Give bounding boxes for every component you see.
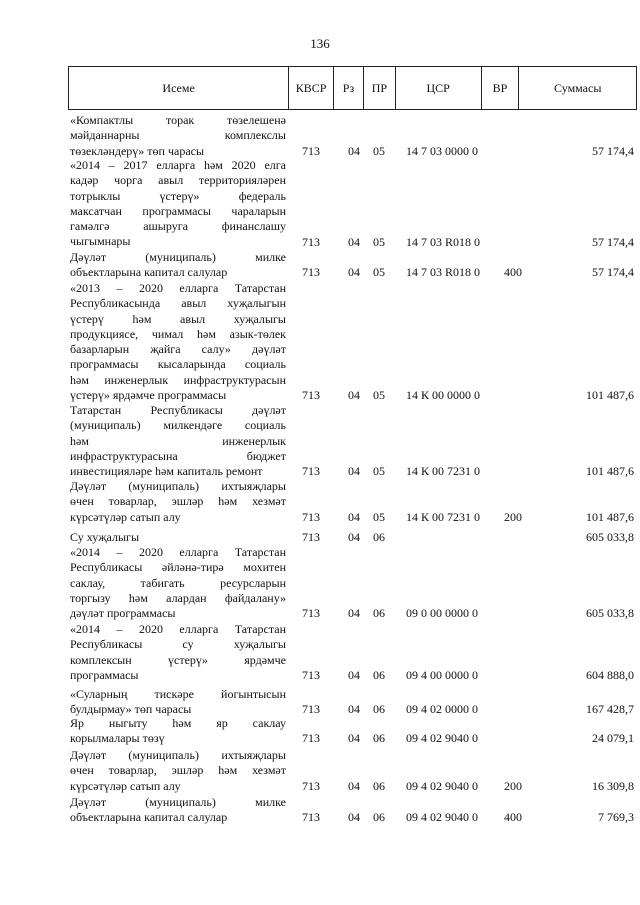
row-sum: 57 174,4 [592,265,634,280]
row-csr: 14 К 00 0000 0 [406,388,481,403]
row-name-line: «2014 – 2020 елларга Татарстан [70,545,286,559]
row-sum: 101 487,6 [586,464,634,479]
row-sum: 604 888,0 [586,667,634,682]
row-pr: 06 [373,667,385,682]
row-name-line: Дәүләт (муниципаль) ихтыяҗлары [70,748,286,762]
row-name-line: инвестицияләре һәм капиталь ремонт [70,464,263,479]
row-pr: 06 [373,810,385,825]
row-kvsr: 713 [302,143,320,158]
row-sum: 7 769,3 [598,810,634,825]
row-csr: 14 К 00 7231 0 [406,509,481,524]
row-name [70,250,286,281]
row-kvsr: 713 [302,388,320,403]
row-name [70,687,286,718]
row-kvsr: 713 [302,530,320,544]
row-name-line: төзекләндерү» төп чарасы [70,143,205,158]
row-name-line: корылмалары төзү [70,731,165,746]
row-name-line: кадәр чорга авыл территорияләрен [70,173,286,188]
row-pr: 06 [373,778,385,793]
header-pr: ПР [364,67,396,109]
row-name-line: Республикасында авыл хуҗалыгын [70,296,286,311]
row-name-line: тотрыклы үстерү» федераль [70,188,286,203]
row-name-line: булдырмау» төп чарасы [70,702,192,717]
row-name-line: Республикасы әйләнә-тирә мохитен [70,560,286,575]
page-number: 136 [310,36,330,51]
row-name [70,530,286,545]
row-sum: 101 487,6 [586,388,634,403]
row-pr: 05 [373,464,385,479]
row-name-line: максатчан программасы чараларын [70,203,286,218]
row-csr: 09 4 00 0000 0 [406,667,478,682]
row-kvsr: 713 [302,667,320,682]
row-rz: 04 [348,265,360,280]
row-name-line: базарларын җайга салу» дәүләт [70,342,286,357]
row-rz: 04 [348,606,360,621]
row-name-line: Су хуҗалыгы [70,530,140,544]
row-csr: 09 4 02 9040 0 [406,778,478,793]
row-name-line: һәм инженерлык инфраструктурасын [70,372,286,387]
row-vr: 200 [504,778,522,793]
row-name-line: программасы [70,667,139,682]
row-pr: 06 [373,530,385,544]
row-name [70,403,286,479]
row-kvsr: 713 [302,702,320,717]
row-kvsr: 713 [302,265,320,280]
row-sum: 16 309,8 [592,778,634,793]
row-csr: 09 4 02 0000 0 [406,702,478,717]
row-csr: 14 7 03 0000 0 [406,143,478,158]
row-pr: 05 [373,234,385,249]
header-sum: Суммасы [554,80,602,95]
row-rz: 04 [348,702,360,717]
row-name-line: «2014 – 2017 елларга һәм 2020 елга [70,158,286,172]
row-name-line: күрсәтүләр сатып алу [70,778,181,793]
row-sum: 605 033,8 [586,530,634,544]
row-name-line: «Суларның тискәре йогынтысын [70,687,286,701]
row-csr: 14 К 00 7231 0 [406,464,481,479]
row-name-line: инфраструктурасына бюджет [70,448,286,463]
row-pr: 06 [373,606,385,621]
row-name [70,716,286,747]
row-kvsr: 713 [302,778,320,793]
row-kvsr: 713 [302,606,320,621]
header-rz: Рз [334,67,364,109]
row-pr: 05 [373,509,385,524]
row-sum: 605 033,8 [586,606,634,621]
row-name-line: комплексын үстерү» ярдәмче [70,652,286,667]
row-rz: 04 [348,388,360,403]
row-sum: 57 174,4 [592,143,634,158]
row-name-line: объектларына капитал салулар [70,265,228,280]
row-name-line: «2013 – 2020 елларга Татарстан [70,281,286,295]
row-name-line: продукциясе, чимал һәм азык-төлек [70,326,286,341]
header-csr: ЦСР [396,67,482,109]
header-name: Исеме [69,67,289,109]
row-pr: 05 [373,388,385,403]
row-vr: 400 [504,265,522,280]
row-rz: 04 [348,509,360,524]
row-rz: 04 [348,667,360,682]
row-name [70,281,286,403]
row-vr: 200 [504,509,522,524]
row-rz: 04 [348,464,360,479]
row-name-line: мәйданнарны комплекслы [70,128,286,143]
row-rz: 04 [348,778,360,793]
row-name-line: өчен товарлар, эшләр һәм хезмәт [70,494,286,509]
row-csr: 14 7 03 R018 0 [406,265,481,280]
row-kvsr: 713 [302,731,320,746]
row-name-line: объектларына капитал салулар [70,810,228,825]
row-name-line: «2014 – 2020 елларга Татарстан [70,622,286,636]
row-pr: 06 [373,702,385,717]
row-name-line: Дәүләт (муниципаль) милке [70,250,286,264]
row-name-line: Татарстан Республикасы дәүләт [70,403,286,417]
row-name-line: Республикасы су хуҗалыгы [70,637,286,652]
row-name-line: Дәүләт (муниципаль) ихтыяҗлары [70,479,286,493]
row-kvsr: 713 [302,464,320,479]
row-name-line: үстерү һәм авыл хуҗалыгы [70,311,286,326]
row-name [70,479,286,525]
row-vr: 400 [504,810,522,825]
row-name-line: саклау, табигать ресурсларын [70,575,286,590]
row-name-line: гамәлгә ашыруга финанслашу [70,219,286,234]
row-pr: 06 [373,731,385,746]
row-rz: 04 [348,731,360,746]
row-kvsr: 713 [302,810,320,825]
row-name-line: программасы кысаларында социаль [70,357,286,372]
row-name-line: дәүләт программасы [70,606,176,621]
row-csr: 09 4 02 9040 0 [406,731,478,746]
row-pr: 05 [373,143,385,158]
row-name [70,748,286,794]
row-name-line: (муниципаль) милкендәге социаль [70,418,286,433]
row-name-line: Яр ныгыту һәм яр саклау [70,716,286,730]
row-sum: 101 487,6 [586,509,634,524]
row-csr: 09 4 02 9040 0 [406,810,478,825]
row-csr: 14 7 03 R018 0 [406,234,481,249]
row-name-line: чыгымнары [70,234,131,249]
row-sum: 24 079,1 [592,731,634,746]
row-kvsr: 713 [302,509,320,524]
row-rz: 04 [348,810,360,825]
row-name [70,622,286,683]
header-kvsr: КВСР [289,67,334,109]
row-sum: 167 428,7 [586,702,634,717]
row-csr: 09 0 00 0000 0 [406,606,478,621]
row-name-line: күрсәтүләр сатып алу [70,509,181,524]
row-rz: 04 [348,234,360,249]
row-name [70,158,286,250]
row-rz: 04 [348,530,360,544]
header-vr: ВР [482,67,520,109]
row-name-line: үстерү» ярдәмче программасы [70,388,227,403]
row-name-line: «Компактлы торак төзелешенә [70,113,286,127]
row-name [70,795,286,826]
row-sum: 57 174,4 [592,234,634,249]
row-name-line: торгызу һәм алардан файдалану» [70,590,286,605]
row-rz: 04 [348,143,360,158]
row-name-line: өчен товарлар, эшләр һәм хезмәт [70,763,286,778]
row-name-line: һәм инженерлык [70,433,286,448]
row-name [70,113,286,159]
row-pr: 05 [373,265,385,280]
row-name [70,545,286,621]
row-name-line: Дәүләт (муниципаль) милке [70,795,286,809]
row-kvsr: 713 [302,234,320,249]
